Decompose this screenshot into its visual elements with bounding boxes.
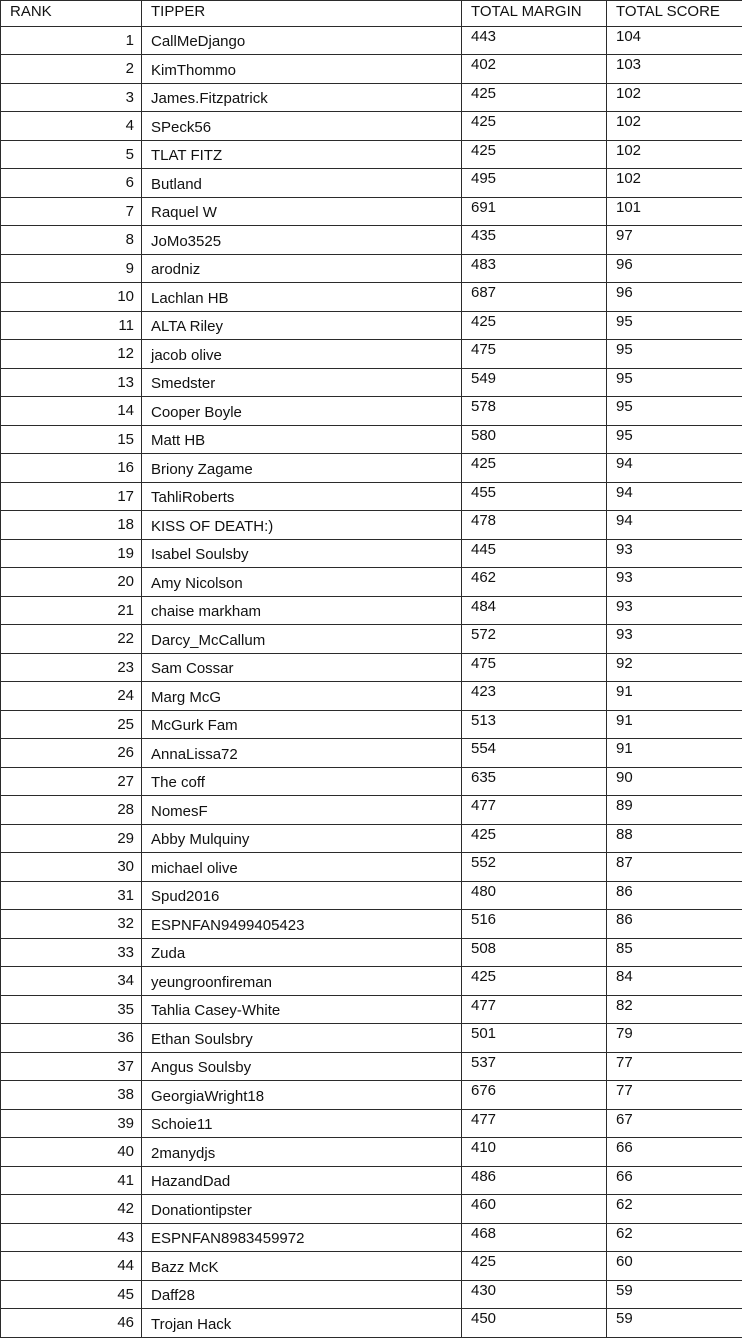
tipper-cell: chaise markham xyxy=(142,596,462,625)
total-margin-cell: 549 xyxy=(462,368,607,397)
rank-cell: 22 xyxy=(1,625,142,654)
total-score-cell: 66 xyxy=(607,1138,742,1167)
rank-cell: 2 xyxy=(1,55,142,84)
table-row xyxy=(1,625,742,654)
table-row xyxy=(1,1309,742,1338)
table-row xyxy=(1,796,742,825)
table-row xyxy=(1,881,742,910)
total-score-cell: 66 xyxy=(607,1166,742,1195)
total-margin-cell: 462 xyxy=(462,568,607,597)
tipper-cell: Isabel Soulsby xyxy=(142,539,462,568)
table-row xyxy=(1,1223,742,1252)
table-row xyxy=(1,995,742,1024)
table-row xyxy=(1,910,742,939)
total-score-cell: 62 xyxy=(607,1195,742,1224)
total-score-cell: 95 xyxy=(607,368,742,397)
rank-cell: 20 xyxy=(1,568,142,597)
tipper-cell: Zuda xyxy=(142,938,462,967)
table-row xyxy=(1,83,742,112)
total-score-cell: 86 xyxy=(607,881,742,910)
tipper-cell: McGurk Fam xyxy=(142,710,462,739)
rank-cell: 5 xyxy=(1,140,142,169)
rank-cell: 40 xyxy=(1,1138,142,1167)
table-row xyxy=(1,311,742,340)
total-margin-cell: 580 xyxy=(462,425,607,454)
tipper-cell: yeungroonfireman xyxy=(142,967,462,996)
total-margin-cell: 425 xyxy=(462,83,607,112)
table-row xyxy=(1,454,742,483)
table-row xyxy=(1,140,742,169)
total-margin-cell: 468 xyxy=(462,1223,607,1252)
total-score-cell: 86 xyxy=(607,910,742,939)
rank-cell: 32 xyxy=(1,910,142,939)
tipper-cell: ALTA Riley xyxy=(142,311,462,340)
tipper-cell: Trojan Hack xyxy=(142,1309,462,1338)
total-margin-cell: 425 xyxy=(462,454,607,483)
total-margin-cell: 425 xyxy=(462,824,607,853)
total-score-cell: 94 xyxy=(607,511,742,540)
table-row xyxy=(1,824,742,853)
total-score-cell: 91 xyxy=(607,710,742,739)
table-row xyxy=(1,596,742,625)
total-score-cell: 96 xyxy=(607,254,742,283)
tipper-cell: Daff28 xyxy=(142,1280,462,1309)
tipper-cell: 2manydjs xyxy=(142,1138,462,1167)
table-row xyxy=(1,482,742,511)
total-margin-cell: 691 xyxy=(462,197,607,226)
table-row xyxy=(1,710,742,739)
tipper-cell: Spud2016 xyxy=(142,881,462,910)
table-row xyxy=(1,226,742,255)
total-score-cell: 95 xyxy=(607,340,742,369)
total-margin-cell: 687 xyxy=(462,283,607,312)
tipper-cell: jacob olive xyxy=(142,340,462,369)
table-row xyxy=(1,1052,742,1081)
total-score-cell: 90 xyxy=(607,767,742,796)
rank-cell: 8 xyxy=(1,226,142,255)
table-row xyxy=(1,967,742,996)
table-row xyxy=(1,739,742,768)
total-score-cell: 59 xyxy=(607,1280,742,1309)
total-margin-cell: 508 xyxy=(462,938,607,967)
tipper-cell: KimThommo xyxy=(142,55,462,84)
total-margin-cell: 455 xyxy=(462,482,607,511)
total-margin-cell: 475 xyxy=(462,653,607,682)
total-score-cell: 59 xyxy=(607,1309,742,1338)
tipper-cell: Bazz McK xyxy=(142,1252,462,1281)
tipper-cell: TLAT FITZ xyxy=(142,140,462,169)
tipper-cell: Darcy_McCallum xyxy=(142,625,462,654)
rank-cell: 33 xyxy=(1,938,142,967)
tipper-cell: Raquel W xyxy=(142,197,462,226)
total-margin-cell: 483 xyxy=(462,254,607,283)
rank-cell: 28 xyxy=(1,796,142,825)
table-row xyxy=(1,853,742,882)
total-margin-cell: 425 xyxy=(462,311,607,340)
tipper-column-header: TIPPER xyxy=(142,1,462,27)
rank-cell: 38 xyxy=(1,1081,142,1110)
table-row xyxy=(1,26,742,55)
rank-cell: 4 xyxy=(1,112,142,141)
total-margin-cell: 478 xyxy=(462,511,607,540)
total-score-cell: 97 xyxy=(607,226,742,255)
rank-column-header: RANK xyxy=(1,1,142,27)
table-row xyxy=(1,1024,742,1053)
tipper-cell: Sam Cossar xyxy=(142,653,462,682)
total-score-cell: 94 xyxy=(607,454,742,483)
total-margin-cell: 501 xyxy=(462,1024,607,1053)
rank-cell: 27 xyxy=(1,767,142,796)
ladder-body xyxy=(1,26,742,1337)
total-margin-cell: 425 xyxy=(462,112,607,141)
rank-cell: 10 xyxy=(1,283,142,312)
tipper-cell: TahliRoberts xyxy=(142,482,462,511)
rank-cell: 23 xyxy=(1,653,142,682)
total-score-cell: 77 xyxy=(607,1052,742,1081)
rank-cell: 44 xyxy=(1,1252,142,1281)
total-margin-cell: 552 xyxy=(462,853,607,882)
total-score-cell: 93 xyxy=(607,539,742,568)
table-row xyxy=(1,767,742,796)
rank-cell: 34 xyxy=(1,967,142,996)
total-margin-cell: 480 xyxy=(462,881,607,910)
total-margin-cell: 425 xyxy=(462,1252,607,1281)
total-margin-cell: 516 xyxy=(462,910,607,939)
total-score-cell: 84 xyxy=(607,967,742,996)
total-score-cell: 93 xyxy=(607,568,742,597)
total-margin-cell: 460 xyxy=(462,1195,607,1224)
rank-cell: 21 xyxy=(1,596,142,625)
total-margin-cell: 477 xyxy=(462,995,607,1024)
total-margin-cell: 578 xyxy=(462,397,607,426)
tipper-cell: ESPNFAN8983459972 xyxy=(142,1223,462,1252)
total-score-cell: 77 xyxy=(607,1081,742,1110)
table-row xyxy=(1,1166,742,1195)
table-row xyxy=(1,1081,742,1110)
tipper-cell: michael olive xyxy=(142,853,462,882)
tipper-cell: Butland xyxy=(142,169,462,198)
tipper-cell: Abby Mulquiny xyxy=(142,824,462,853)
table-row xyxy=(1,397,742,426)
tipper-cell: Schoie11 xyxy=(142,1109,462,1138)
total-score-cell: 92 xyxy=(607,653,742,682)
total-margin-cell: 443 xyxy=(462,26,607,55)
rank-cell: 17 xyxy=(1,482,142,511)
table-row xyxy=(1,112,742,141)
total-margin-cell: 477 xyxy=(462,796,607,825)
tipper-cell: Briony Zagame xyxy=(142,454,462,483)
rank-cell: 6 xyxy=(1,169,142,198)
tipper-cell: Ethan Soulsbry xyxy=(142,1024,462,1053)
rank-cell: 16 xyxy=(1,454,142,483)
tipper-cell: Cooper Boyle xyxy=(142,397,462,426)
tipper-cell: SPeck56 xyxy=(142,112,462,141)
total-score-cell: 102 xyxy=(607,140,742,169)
rank-cell: 37 xyxy=(1,1052,142,1081)
rank-cell: 45 xyxy=(1,1280,142,1309)
rank-cell: 41 xyxy=(1,1166,142,1195)
table-row xyxy=(1,511,742,540)
total-score-cell: 102 xyxy=(607,169,742,198)
total-margin-cell: 450 xyxy=(462,1309,607,1338)
total-margin-cell: 435 xyxy=(462,226,607,255)
rank-cell: 3 xyxy=(1,83,142,112)
rank-cell: 9 xyxy=(1,254,142,283)
header-row xyxy=(1,1,742,27)
table-row xyxy=(1,55,742,84)
total-score-cell: 93 xyxy=(607,625,742,654)
total-score-cell: 62 xyxy=(607,1223,742,1252)
tipper-cell: Amy Nicolson xyxy=(142,568,462,597)
total-score-cell: 101 xyxy=(607,197,742,226)
tipper-cell: Tahlia Casey-White xyxy=(142,995,462,1024)
table-row xyxy=(1,938,742,967)
total-margin-cell: 537 xyxy=(462,1052,607,1081)
table-row xyxy=(1,1280,742,1309)
table-row xyxy=(1,1252,742,1281)
table-row xyxy=(1,169,742,198)
total-score-cell: 93 xyxy=(607,596,742,625)
table-row xyxy=(1,539,742,568)
tipper-cell: arodniz xyxy=(142,254,462,283)
tipper-cell: Donationtipster xyxy=(142,1195,462,1224)
rank-cell: 1 xyxy=(1,26,142,55)
tipper-cell: HazandDad xyxy=(142,1166,462,1195)
total-score-column-header: TOTAL SCORE xyxy=(607,1,742,27)
total-margin-cell: 484 xyxy=(462,596,607,625)
table-row xyxy=(1,197,742,226)
table-row xyxy=(1,1109,742,1138)
rank-cell: 11 xyxy=(1,311,142,340)
total-score-cell: 96 xyxy=(607,283,742,312)
total-score-cell: 104 xyxy=(607,26,742,55)
rank-cell: 18 xyxy=(1,511,142,540)
rank-cell: 14 xyxy=(1,397,142,426)
tipper-cell: Lachlan HB xyxy=(142,283,462,312)
tipper-cell: ESPNFAN9499405423 xyxy=(142,910,462,939)
total-margin-cell: 486 xyxy=(462,1166,607,1195)
total-margin-cell: 635 xyxy=(462,767,607,796)
tipper-cell: Smedster xyxy=(142,368,462,397)
rank-cell: 39 xyxy=(1,1109,142,1138)
table-row xyxy=(1,283,742,312)
tipper-cell: NomesF xyxy=(142,796,462,825)
tipper-cell: Angus Soulsby xyxy=(142,1052,462,1081)
rank-cell: 30 xyxy=(1,853,142,882)
rank-cell: 31 xyxy=(1,881,142,910)
total-margin-cell: 513 xyxy=(462,710,607,739)
total-margin-cell: 477 xyxy=(462,1109,607,1138)
tipper-cell: Marg McG xyxy=(142,682,462,711)
total-margin-cell: 495 xyxy=(462,169,607,198)
table-row xyxy=(1,568,742,597)
rank-cell: 19 xyxy=(1,539,142,568)
tipper-cell: GeorgiaWright18 xyxy=(142,1081,462,1110)
rank-cell: 26 xyxy=(1,739,142,768)
tipper-cell: Matt HB xyxy=(142,425,462,454)
total-score-cell: 95 xyxy=(607,397,742,426)
rank-cell: 46 xyxy=(1,1309,142,1338)
total-score-cell: 94 xyxy=(607,482,742,511)
total-score-cell: 88 xyxy=(607,824,742,853)
total-score-cell: 87 xyxy=(607,853,742,882)
total-margin-cell: 410 xyxy=(462,1138,607,1167)
total-margin-cell: 425 xyxy=(462,140,607,169)
table-row xyxy=(1,368,742,397)
total-margin-column-header: TOTAL MARGIN xyxy=(462,1,607,27)
table-row xyxy=(1,1195,742,1224)
rank-cell: 43 xyxy=(1,1223,142,1252)
table-row xyxy=(1,653,742,682)
rank-cell: 42 xyxy=(1,1195,142,1224)
total-margin-cell: 475 xyxy=(462,340,607,369)
total-margin-cell: 554 xyxy=(462,739,607,768)
total-margin-cell: 423 xyxy=(462,682,607,711)
rank-cell: 25 xyxy=(1,710,142,739)
rank-cell: 15 xyxy=(1,425,142,454)
tipper-cell: AnnaLissa72 xyxy=(142,739,462,768)
total-margin-cell: 425 xyxy=(462,967,607,996)
table-row xyxy=(1,1138,742,1167)
rank-cell: 13 xyxy=(1,368,142,397)
total-score-cell: 95 xyxy=(607,311,742,340)
total-margin-cell: 572 xyxy=(462,625,607,654)
rank-cell: 24 xyxy=(1,682,142,711)
total-score-cell: 91 xyxy=(607,739,742,768)
total-score-cell: 91 xyxy=(607,682,742,711)
rank-cell: 29 xyxy=(1,824,142,853)
tipper-cell: CallMeDjango xyxy=(142,26,462,55)
table-row xyxy=(1,254,742,283)
total-score-cell: 102 xyxy=(607,83,742,112)
total-score-cell: 60 xyxy=(607,1252,742,1281)
total-score-cell: 89 xyxy=(607,796,742,825)
table-row xyxy=(1,425,742,454)
total-margin-cell: 430 xyxy=(462,1280,607,1309)
rank-cell: 35 xyxy=(1,995,142,1024)
table-row xyxy=(1,682,742,711)
total-score-cell: 79 xyxy=(607,1024,742,1053)
total-score-cell: 82 xyxy=(607,995,742,1024)
total-score-cell: 102 xyxy=(607,112,742,141)
total-margin-cell: 402 xyxy=(462,55,607,84)
rank-cell: 12 xyxy=(1,340,142,369)
total-score-cell: 85 xyxy=(607,938,742,967)
tipper-cell: KISS OF DEATH:) xyxy=(142,511,462,540)
total-score-cell: 95 xyxy=(607,425,742,454)
total-margin-cell: 676 xyxy=(462,1081,607,1110)
rank-cell: 36 xyxy=(1,1024,142,1053)
total-score-cell: 67 xyxy=(607,1109,742,1138)
rank-cell: 7 xyxy=(1,197,142,226)
tipper-cell: The coff xyxy=(142,767,462,796)
total-margin-cell: 445 xyxy=(462,539,607,568)
table-row xyxy=(1,340,742,369)
total-score-cell: 103 xyxy=(607,55,742,84)
tipper-cell: James.Fitzpatrick xyxy=(142,83,462,112)
tipper-cell: JoMo3525 xyxy=(142,226,462,255)
